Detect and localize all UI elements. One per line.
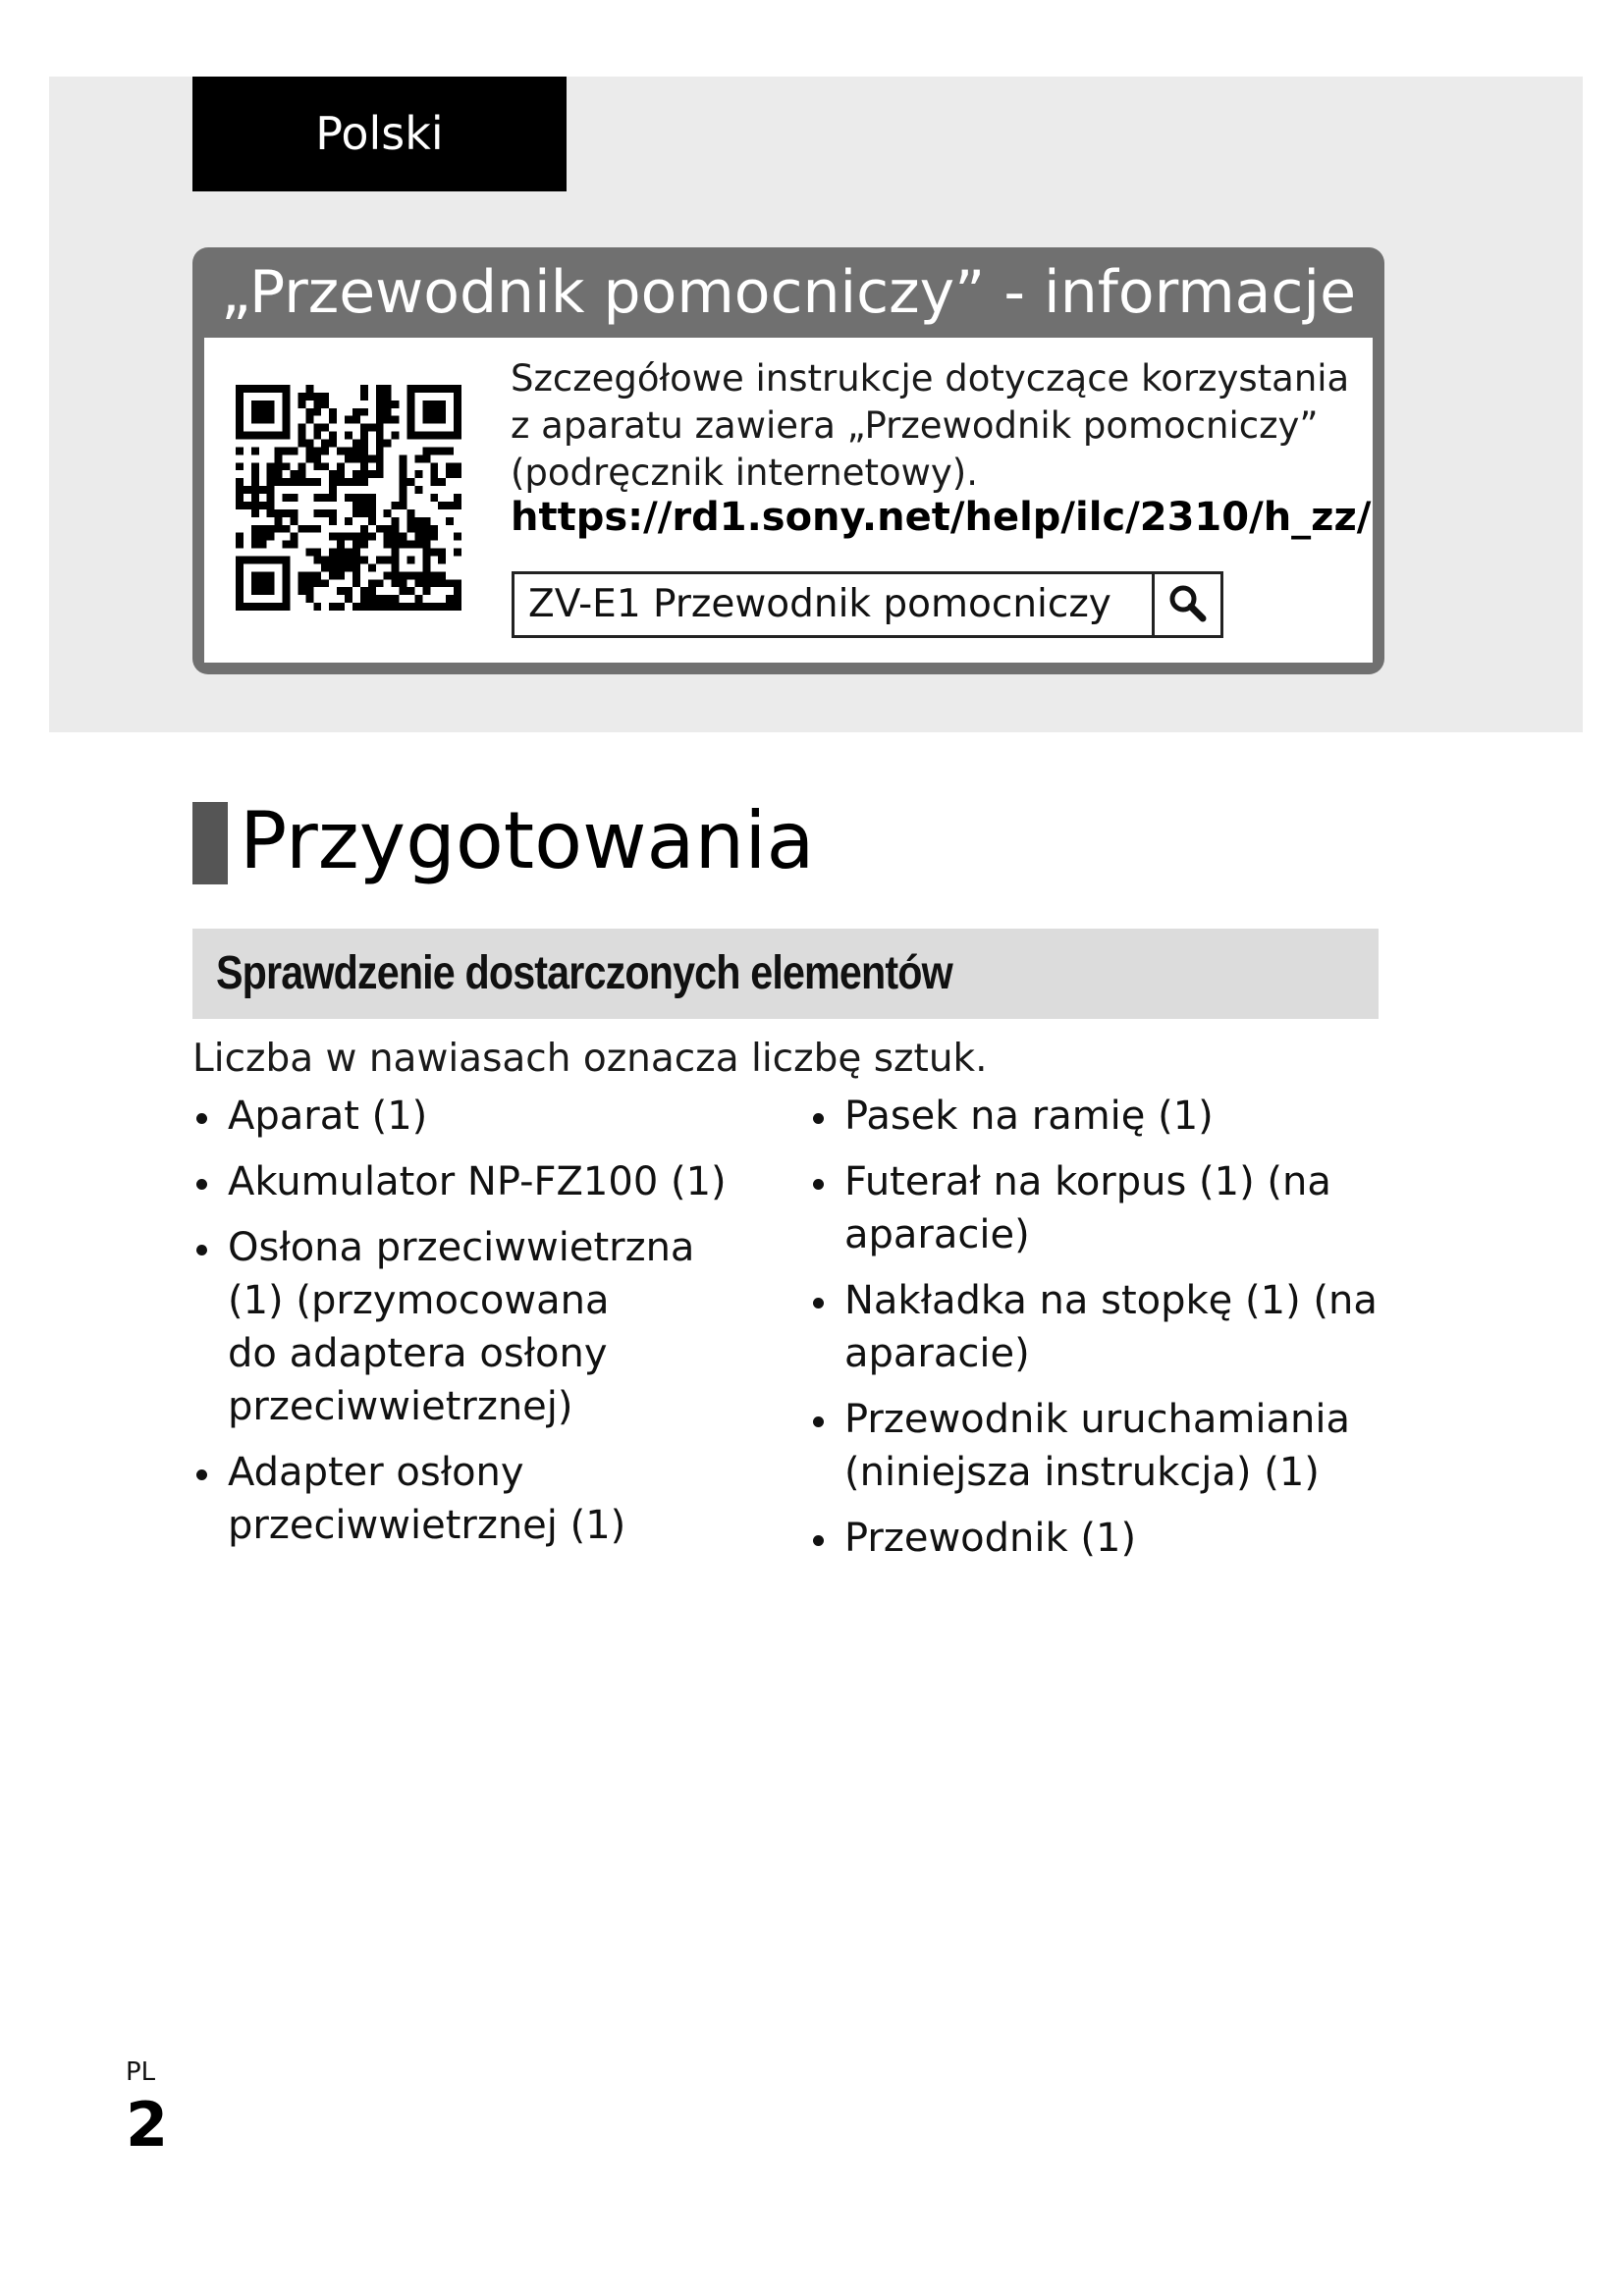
- list-item-line: Akumulator NP-FZ100 (1): [228, 1159, 727, 1204]
- list-item-line: (1) (przymocowana: [228, 1278, 610, 1323]
- supplied-items-list-left: [192, 1090, 782, 1565]
- info-box-title: „Przewodnik pomocniczy” - informacje: [221, 258, 1356, 327]
- qr-code-icon[interactable]: [236, 385, 461, 611]
- subsection-heading-text: Sprawdzenie dostarczonych elementów: [216, 947, 952, 999]
- list-item: [192, 1090, 782, 1143]
- magnifier-icon: [1166, 582, 1208, 623]
- help-guide-info-box: [192, 247, 1384, 674]
- list-item-line: (niniejsza instrukcja) (1): [844, 1450, 1320, 1495]
- list-item-line: przeciwwietrznej): [228, 1384, 573, 1429]
- list-item: [809, 1155, 1398, 1261]
- page-number: 2: [126, 2089, 169, 2161]
- list-item-line: Pasek na ramię (1): [844, 1094, 1214, 1139]
- list-item: [809, 1512, 1398, 1565]
- list-item: [809, 1274, 1398, 1380]
- search-button[interactable]: [1152, 574, 1220, 635]
- list-item-line: Aparat (1): [228, 1094, 428, 1139]
- list-item-line: aparacie): [844, 1331, 1030, 1376]
- page-title: Przygotowania: [240, 795, 815, 886]
- list-item: [192, 1221, 782, 1433]
- page-language-code: PL: [126, 2057, 156, 2087]
- list-item: [809, 1090, 1398, 1143]
- info-line: (podręcznik internetowy).: [511, 452, 978, 494]
- list-item: [192, 1155, 782, 1208]
- list-item-line: do adaptera osłony: [228, 1331, 608, 1376]
- search-box[interactable]: [512, 571, 1223, 638]
- supplied-items-list-right: [809, 1090, 1398, 1577]
- list-item-line: przeciwwietrznej (1): [228, 1503, 626, 1548]
- list-item-line: Futerał na korpus (1) (na: [844, 1159, 1331, 1204]
- title-accent-bar: [192, 802, 228, 884]
- info-line: Szczegółowe instrukcje dotyczące korzystania: [511, 357, 1350, 400]
- intro-text: Liczba w nawiasach oznacza liczbę sztuk.: [192, 1037, 988, 1081]
- list-item-line: Adapter osłony: [228, 1450, 524, 1495]
- list-item: [192, 1446, 782, 1552]
- subsection-heading: [192, 929, 1379, 1019]
- info-line: z aparatu zawiera „Przewodnik pomocniczy”: [511, 404, 1319, 447]
- help-guide-url-link[interactable]: https://rd1.sony.net/help/ilc/2310/h_zz/: [511, 495, 1372, 540]
- language-tab: Polski: [192, 77, 567, 191]
- search-query-text: ZV-E1 Przewodnik pomocniczy: [528, 582, 1111, 626]
- list-item: [809, 1393, 1398, 1499]
- info-description: [511, 355, 1365, 497]
- list-item-line: Nakładka na stopkę (1) (na: [844, 1278, 1378, 1323]
- list-item-line: Przewodnik (1): [844, 1516, 1137, 1561]
- list-item-line: Przewodnik uruchamiania: [844, 1397, 1350, 1442]
- list-item-line: aparacie): [844, 1212, 1030, 1257]
- info-box-body: [204, 338, 1373, 663]
- list-item-line: Osłona przeciwwietrzna: [228, 1225, 695, 1270]
